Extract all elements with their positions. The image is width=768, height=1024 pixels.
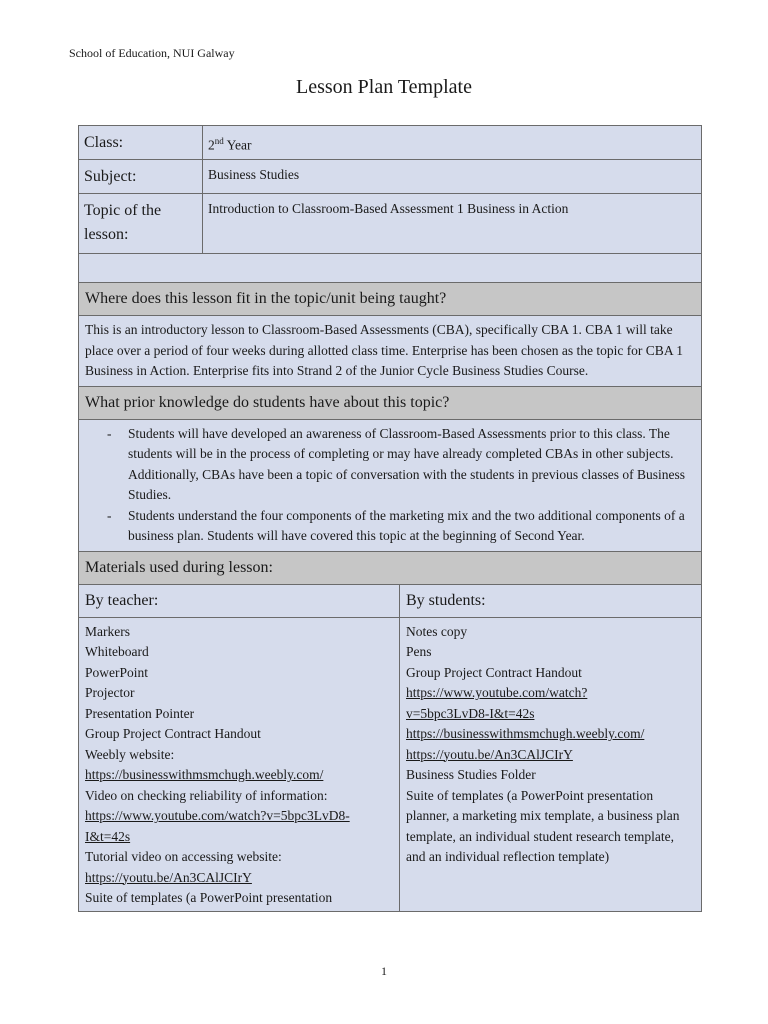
materials-columns-header: [78, 584, 702, 617]
student-materials-list: [400, 618, 701, 911]
class-value: [203, 126, 702, 160]
list-item: Tutorial video on accessing website:: [85, 849, 282, 864]
document-header: School of Education, NUI Galway: [69, 46, 235, 60]
prior-knowledge-list: [85, 424, 695, 547]
list-item: Whiteboard: [85, 644, 149, 659]
list-item: Suite of templates (a PowerPoint presentation: [85, 890, 333, 905]
list-item: Business Studies Folder: [406, 767, 536, 782]
list-item: - Students will have developed an awareness of Classroom-Based Assessments prior to this class. The students will be in the process of completing or may have already completed CBAs in other subjects. Additionally, CBAs have been a topic of conversation with the students in previous classes of Business Studies.: [128, 424, 695, 506]
document-title: Lesson Plan Template: [296, 76, 472, 98]
by-students-heading: By students:: [406, 591, 486, 609]
list-item: Projector: [85, 685, 135, 700]
student-tutorial-link[interactable]: https://youtu.be/An3CAlJCIrY: [406, 746, 573, 762]
list-item: Pens: [406, 644, 432, 659]
student-youtube-link-continued[interactable]: v=5bpc3LvD8-I&t=42s: [406, 705, 535, 721]
prior-knowledge-body: [78, 419, 702, 551]
fit-body: This is an introductory lesson to Classroom-Based Assessments (CBA), specifically CBA 1. CBA 1 will take place over a period of four weeks during allotted class time. Enterprise has been chosen as the topic for CBA 1 Business in Action. Enterprise fits into Strand 2 of the Junior Cycle Business Studies Course.: [78, 315, 702, 386]
list-item: Presentation Pointer: [85, 705, 195, 721]
materials-heading: Materials used during lesson:: [78, 551, 702, 584]
by-teacher-heading: By teacher:: [79, 585, 400, 617]
student-youtube-link[interactable]: https://www.youtube.com/watch?: [406, 685, 588, 700]
prior-knowledge-heading: What prior knowledge do students have about this topic?: [78, 386, 702, 419]
list-item: - Students understand the four components of the marketing mix and the two additional components of a business plan. Students will have covered this topic at the beginning of Second Year.: [128, 506, 695, 547]
reliability-video-link[interactable]: https://www.youtube.com/watch?v=5bpc3LvD8-: [85, 808, 350, 823]
tutorial-video-link[interactable]: https://youtu.be/An3CAlJCIrY: [85, 869, 252, 885]
topic-row: [79, 194, 702, 254]
list-item: Markers: [85, 623, 130, 639]
reliability-video-link-continued[interactable]: I&t=42s: [85, 828, 131, 844]
subject-row: [79, 160, 702, 194]
class-row: [79, 126, 702, 160]
subject-label: Subject:: [79, 160, 203, 194]
list-item: Video on checking reliability of information:: [85, 787, 328, 803]
topic-value: Introduction to Classroom-Based Assessment 1 Business in Action: [203, 194, 702, 254]
weebly-website-link[interactable]: https://businesswithmsmchugh.weebly.com/: [85, 767, 324, 782]
materials-lists: [78, 617, 702, 912]
page-number: 1: [381, 964, 387, 978]
list-item: Weebly website:: [85, 746, 175, 762]
class-year: Year: [223, 137, 252, 153]
lesson-plan-sheet: [78, 125, 702, 912]
class-number: 2: [208, 137, 215, 153]
topic-label: Topic of the lesson:: [79, 194, 203, 254]
fit-heading: Where does this lesson fit in the topic/unit being taught?: [78, 282, 702, 315]
list-item: Group Project Contract Handout: [406, 664, 582, 680]
list-item: Group Project Contract Handout: [85, 726, 261, 741]
list-item: PowerPoint: [85, 664, 149, 680]
spacer-row: [78, 254, 702, 282]
class-ordinal-suffix: nd: [214, 136, 224, 146]
list-item: Notes copy: [406, 623, 468, 639]
student-weebly-link[interactable]: https://businesswithmsmchugh.weebly.com/: [406, 726, 645, 741]
subject-value: Business Studies: [203, 160, 702, 194]
lesson-info-table: [78, 125, 702, 254]
class-label: Class:: [79, 126, 203, 160]
list-item: Suite of templates (a PowerPoint presentation planner, a marketing mix template, a business plan template, an individual student research template, and an individual reflection template): [406, 787, 680, 864]
teacher-materials-list: [79, 618, 400, 911]
